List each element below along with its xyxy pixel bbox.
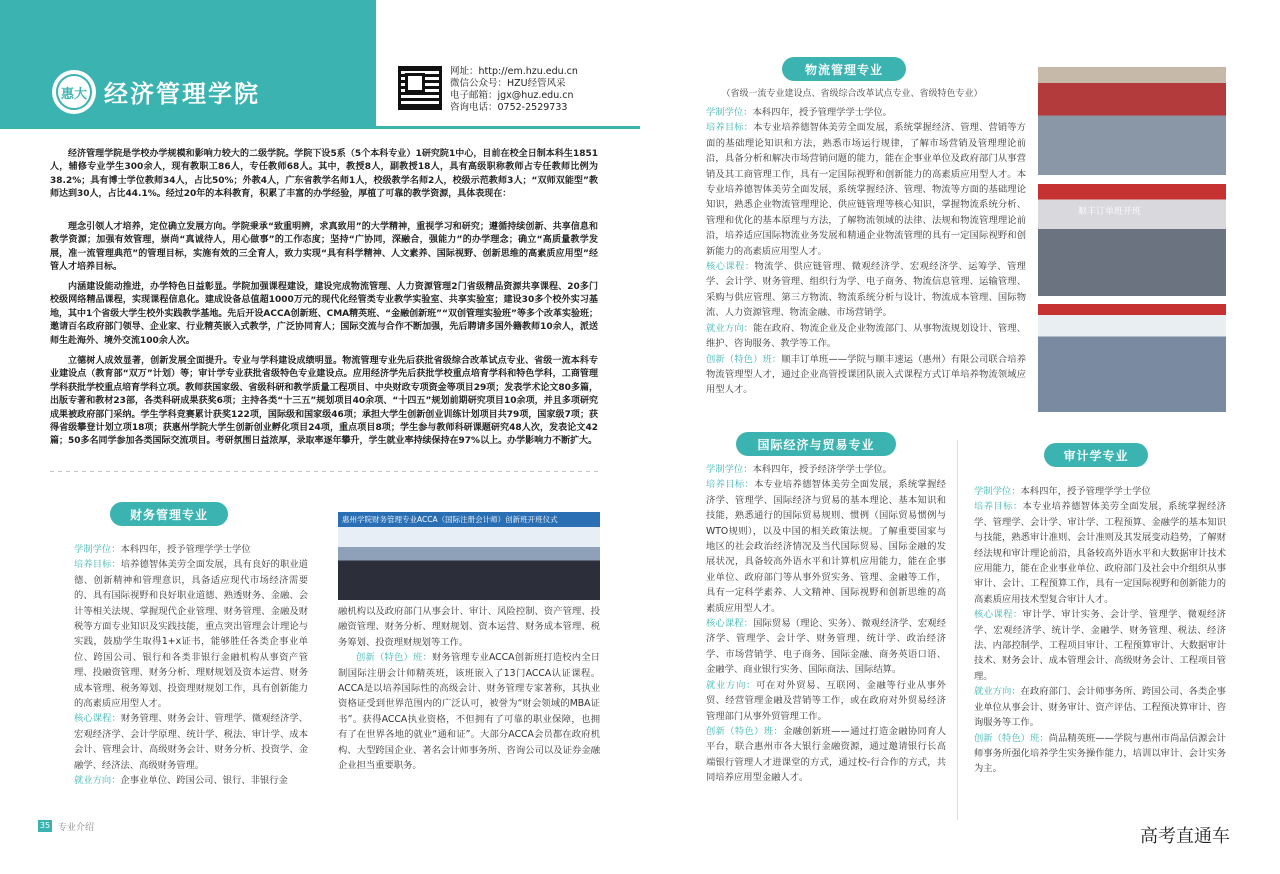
- audit-goal-key: 培养目标：: [974, 501, 1023, 513]
- finance-section-title: 财务管理专业: [110, 502, 228, 526]
- audit-special-key: 创新（特色）班：: [974, 732, 1049, 744]
- audit-job: 在政府部门、会计师事务所、跨国公司、各类企事业单位从事会计、财务审计、资产评估、工程预决算审计、咨询服务等工作。: [974, 686, 1226, 729]
- column-divider: [957, 440, 958, 820]
- finance-course: 财务管理、财务会计、管理学、微观经济学、宏观经济学、会计学原理、统计学、税法、审计学、成本会计、管理会计、高级财务会计、财务分析、投资学、金融学、经济法、高级财务管理。: [74, 713, 308, 771]
- logistics-degree: 本科四年，授予管理学学士学位。: [752, 107, 892, 118]
- logistics-body: [706, 105, 1026, 398]
- logistics-goal-key: 培养目标：: [706, 122, 754, 134]
- trade-degree-key: 学制学位：: [706, 464, 753, 475]
- email-line: 电子邮箱：jgx@huz.edu.cn: [450, 90, 574, 101]
- audit-degree: 本科四年，授予管理学学士学位: [1020, 486, 1151, 497]
- logistics-photo-3: [1038, 304, 1226, 412]
- audit-degree-key: 学制学位：: [974, 486, 1021, 497]
- trade-course: 国际贸易（理论、实务）、微观经济学、宏观经济学、管理学、会计学、财务管理、统计学、政治经济学、市场营销学、电子商务、国际金融、商务英语口语、金融学、商业银行实务、国际商法、国际结算。: [706, 618, 946, 676]
- finance-course-key: 核心课程：: [74, 713, 121, 725]
- watermark: 高考直通车: [1140, 826, 1230, 847]
- finance-body-cont: [338, 604, 600, 773]
- trade-job: 可在对外贸易、互联网、金融等行业从事外贸、经营管理金融及营销等工作，或在政府对外贸易经济管理部门从事外贸管理工作。: [706, 679, 946, 722]
- finance-goal-key: 培养目标：: [74, 559, 121, 571]
- audit-course: 审计学、审计实务、会计学、管理学、微观经济学、宏观经济学、统计学、金融学、财务管理、税法、经济法、内部控制学、工程项目审计、工程预算审计、大数据审计技术、财务会计、成本管理会计、高级财务会计、工程项目管理。: [974, 609, 1226, 682]
- trade-section-title: 国际经济与贸易专业: [736, 432, 896, 456]
- finance-goal: 培养德智体美劳全面发展，具有良好的职业道德、创新精神和管理意识，具备适应现代市场经济需要的、具有国际视野和良好职业道德、熟透财务、金融、会计等相关法规、掌握现代企业管理、财务管理、金融及财税等方面专业知识及实践技能，重点突出管理会计理论与实践，鼓励学生取得1+x证书，能够胜任各类企事业单位、跨国公司、银行和各类非银行金融机构从事资产管理、投融资管理、财务分析、理财规划及资本运营、财务成本管理、税务筹划、投资理财规划工作，具有创新能力的高素质应用型人才。: [74, 559, 308, 710]
- website-line: 网址：http://em.hzu.edu.cn: [450, 66, 578, 77]
- finance-job-key: 就业方向：: [74, 775, 121, 787]
- trade-special-key: 创新（特色）班：: [706, 725, 784, 737]
- logistics-degree-key: 学制学位：: [706, 107, 753, 118]
- section-divider: [50, 471, 598, 472]
- university-logo: [52, 70, 96, 114]
- header-rule: [0, 126, 640, 129]
- intro-paragraph-2: 理念引领人才培养，定位确立发展方向。学院秉承“致重明辨，求真致用”的大学精神，重视学习和研究；遵循持续创新、共享信息和教学资源；加强有效管理，崇尚“真诚待人，用心做事”的工作态度；坚持“广协同，深融合，强能力”的办学理念；确立“高质量教学发展，准一流管理典范”的管理目标，实施有效的三全育人，致力实现“具有科学精神、人文素养、国际视野、创新思维的高素质应用型”经管人才培养目标。: [50, 222, 598, 273]
- finance-degree: 本科四年，授予管理学学士学位: [120, 544, 251, 555]
- wechat-line: 微信公众号：HZU经管风采: [450, 78, 566, 89]
- logistics-job-key: 就业方向：: [706, 322, 754, 334]
- finance-degree-key: 学制学位：: [74, 544, 121, 555]
- logistics-photo-2: [1038, 184, 1226, 296]
- university-logo-text: 惠大: [56, 74, 92, 110]
- finance-job: 企事业单位、跨国公司、银行、非银行金: [120, 775, 288, 787]
- logistics-course-key: 核心课程：: [706, 261, 755, 273]
- trade-job-key: 就业方向：: [706, 679, 757, 691]
- audit-job-key: 就业方向：: [974, 686, 1021, 698]
- finance-job-cont: 融机构以及政府部门从事会计、审计、风险控制、资产管理、投融资管理、财务分析、理财规划、资本运营、财务成本管理、税务筹划、投资理财规划等工作。: [338, 606, 600, 648]
- trade-degree: 本科四年，授予经济学学士学位。: [752, 464, 892, 475]
- logistics-special: 顺丰订单班——学院与顺丰速运（惠州）有限公司联合培养物流管理型人才，通过企业高管授课团队嵌入式课程方式订单培养物流领域应用型人才。: [706, 353, 1026, 396]
- audit-body: [974, 484, 1226, 777]
- trade-goal-key: 培养目标：: [706, 479, 755, 491]
- logistics-photo-2-caption: 顺丰订单班开班: [1078, 207, 1142, 217]
- finance-special-key: 创新（特色）班：: [356, 652, 432, 664]
- acca-class-photo: [338, 512, 600, 600]
- phone-line: 咨询电话：0752-2529733: [450, 102, 568, 113]
- finance-special: 财务管理专业ACCA创新班打造校内全日制国际注册会计师精英班，该班嵌入了13门ACCA认证课程。ACCA是以培养国际性的高级会计、财务管理专家著称，其执业资格证受到世界范围内的广泛认可，被誉为“财会领域的MBA证书”。获得ACCA执业资格，不但拥有了可靠的职业保障，也拥有了在世界各地的就业“通和证”。大部分ACCA会员都在政府机构、大型跨国企业、著名会计师事务所、咨询公司以及证券金融企业担当重要职务。: [338, 652, 600, 772]
- intro-paragraph-3: 内涵建设能动推进，办学特色日益彰显。学院加强课程建设，建设完成物流管理、人力资源管理2门省级精品资源共享课程、20多门校级网络精品课程，实现课程信息化。建成设备总值超1000万元的现代化经管类专业教学实验室、共享实验室；建设30多个校外实习基地，其中1个省级大学生校外实践教学基地。先后开设ACCA创新班、CMA精英班、“金融创新班”“双创管理实验班”等多个改革实验班；邀请百名政府部门领导、企业家、行业精英嵌入式教学，广泛协同育人；国际交流与合作不断加强，先后聘请多国外籍教师10余人，派送师生赴海外、境外交流100余人次。: [50, 282, 598, 346]
- audit-special: 尚品精英班——学院与惠州市尚品信源会计师事务所强化培养学生实务操作能力，培训以审计、会计实务为主。: [974, 732, 1226, 775]
- logistics-section-title: 物流管理专业: [782, 57, 906, 81]
- intro-paragraph-1: 经济管理学院是学校办学规模和影响力较大的二级学院。学院下设5系（5个本科专业）1研究院1中心，目前在校全日制本科生1851人，辅修专业学生300余人，现有教职工86人，专任教师68人。其中，教授8人，副教授18人，具有高级职称教师占专任教师比例为38.2%；具有博士学位教师34人，占比50%；外教4人，广东省教学名师1人，校级教学名师2人，校级示范教师3人；“双师双能型”教师达到30人，占比44.1%。经过20年的本科教育，积累了丰富的办学经验，厚植了可靠的教学资源，具体表现在：: [50, 149, 598, 200]
- trade-course-key: 核心课程：: [706, 618, 754, 630]
- contact-info: [450, 66, 578, 114]
- audit-course-key: 核心课程：: [974, 609, 1023, 621]
- acca-banner-text: 惠州学院财务管理专业ACCA（国际注册会计师）创新班开班仪式: [338, 512, 600, 527]
- logistics-subtitle: （省级一流专业建设点、省级综合改革试点专业、省级特色专业）: [721, 89, 983, 99]
- audit-section-title: 审计学专业: [1044, 443, 1148, 467]
- qr-code-icon: [398, 66, 442, 110]
- page-number: 35: [39, 821, 51, 830]
- finance-body: [74, 542, 308, 789]
- audit-goal: 本专业培养德智体美劳全面发展，系统掌握经济学、管理学、会计学、审计学、工程预算、金融学的基本知识与技能，熟悉审计准则、会计准则及其发展变动趋势，了解财经法规和审计理论前沿，具备较高外语水平和大数据审计技术应用能力，能在企业事业单位、政府部门及社会中介组织从事审计、会计、工程预算工作，具有一定国际视野和创新能力的高素质应用技术型复合审计人才。: [974, 501, 1226, 605]
- logistics-special-key: 创新（特色）班：: [706, 353, 782, 365]
- intro-paragraph-4: 立德树人成效显著，创新发展全面提升。专业与学科建设成绩明显。物流管理专业先后获批省级综合改革试点专业、省级一流本科专业建设点（教育部“双万”计划）等；审计学专业获批省级特色专业建设点。应用经济学先后获批学校重点培育学科和特色学科，工商管理学科获批学校重点培育学科立项。教师获国家级、省级科研和教学质量工程项目、中央财政专项资金等项目29项；发表学术论文80多篇，出版专著和教材23部，各类科研成果获奖6项；主持各类“十三五”规划项目40余项、“十四五”规划前期研究项目10余项，并且多项研究成果被政府部门采纳。学生学科竞赛累计获奖122项，国际级和国家级46项；承担大学生创新创业训练计划项目共79项，国家级7项；获得省级攀登计划立项18项；获惠州学院大学生创新创业孵化项目24项，重点项目8项；学生参与教师科研课题研究48人次，发表论文42篇；50多名同学参加各类国际交流项目。考研氛围日益浓厚，录取率逐年攀升，学生就业率持续保持在97%以上。办学影响力不断扩大。: [50, 356, 598, 447]
- college-title: 经济管理学院: [104, 80, 260, 108]
- logistics-job: 能在政府、物流企业及企业物流部门、从事物流规划设计、管理、维护、咨询服务、教学等工作。: [706, 322, 1026, 350]
- footer-section-label: 专业介绍: [58, 823, 95, 833]
- trade-special: 金融创新班——通过打造金融协同育人平台，联合惠州市各大银行金融资源，通过邀请银行长高端银行管理人才进课堂的方式，通过校-行合作的方式，共同培养应用型金融人才。: [706, 725, 946, 784]
- logistics-course: 物流学、供应链管理、微观经济学、宏观经济学、运筹学、管理学、会计学、财务管理、组织行为学、电子商务、物流信息管理、运输管理、采购与供应管理、第三方物流、物流系统分析与设计、物流成本管理、国际物流、人力资源管理、物流金融、市场营销学。: [706, 261, 1026, 319]
- trade-body: [706, 462, 946, 786]
- logistics-goal: 本专业培养德智体美劳全面发展，系统掌握经济、管理、营销等方面的基础理论知识和方法，熟悉市场运行规律，了解市场营销及管理理论前沿，具备分析和解决市场营销问题的能力，能在企事业单位及政府部门从事营销及其工商管理工作，具有一定国际视野和创新能力的高素质应用型人才。本专业培养德智体美劳全面发展，系统掌握经济、管理、物流等方面的基础理论知识，熟悉企业物流管理理论、供应链管理等核心知识，掌握物流系统分析、管理和优化的基本原理与方法，了解物流领域的法律、法规和物流管理理论前沿，培养适应国际物流业务发展和精通企业物流管理的具有一定国际视野和创新能力的高素质应用型人才。: [706, 122, 1026, 257]
- trade-goal: 本专业培养德智体美劳全面发展，系统掌握经济学、管理学、国际经济与贸易的基本理论、基本知识和技能，熟悉通行的国际贸易规则、惯例（国际贸易惯例与WTO规则），以及中国的相关政策法规。了解重要国家与地区的社会政治经济情况及当代国际贸易、国际金融的发展状况，具备较高外语水平和计算机应用能力，能在企事业单位、政府部门等从事外贸实务、管理、金融等工作，具有一定科学素养、人文精神、国际视野和创新思维的高素质应用型人才。: [706, 479, 946, 614]
- logistics-photo-1: [1038, 67, 1226, 175]
